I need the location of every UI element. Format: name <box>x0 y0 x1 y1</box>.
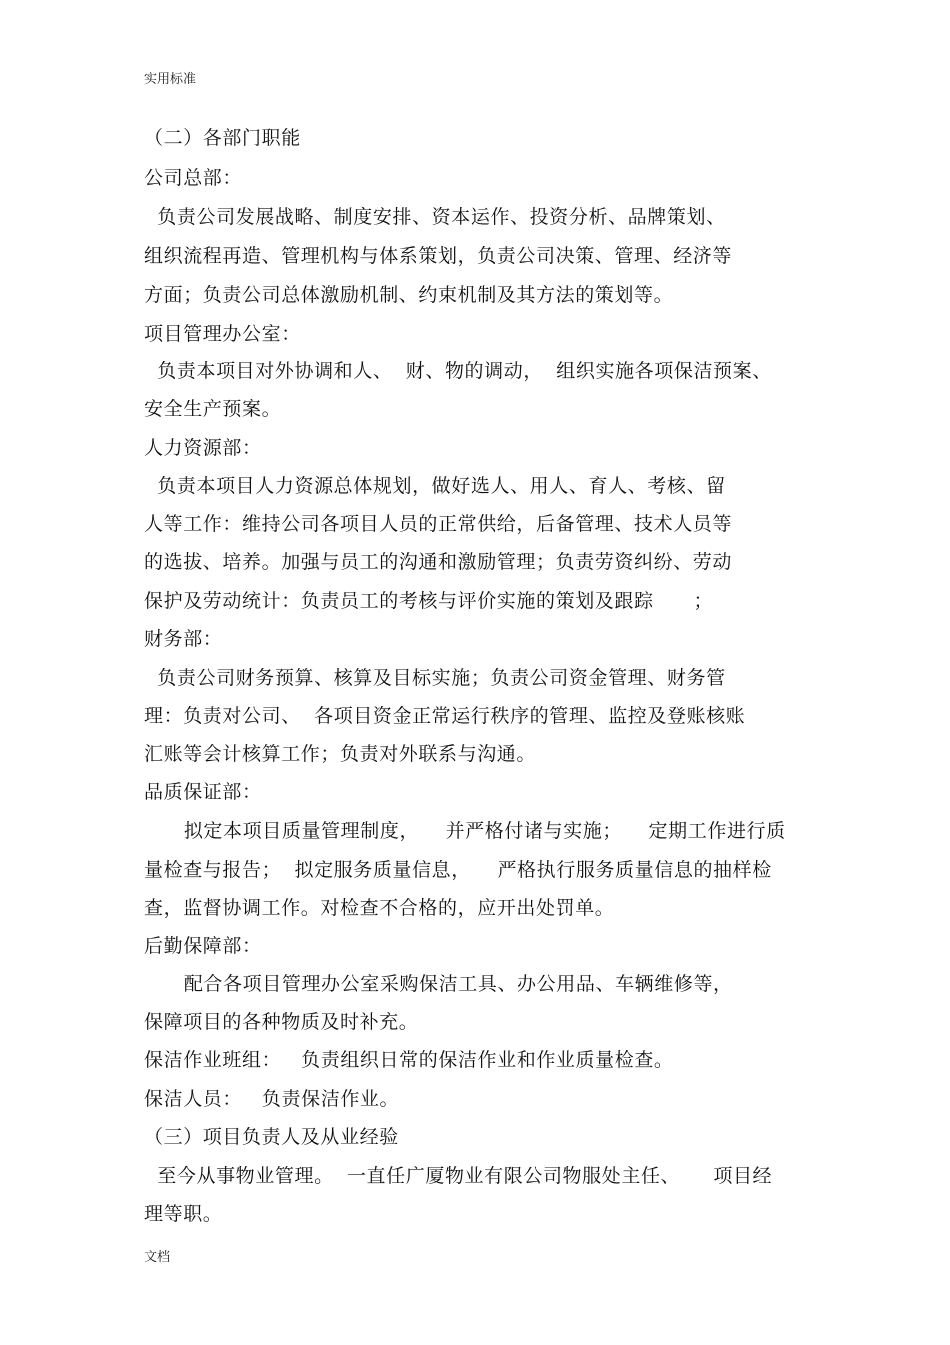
dept-title-quality: 品质保证部： <box>144 781 262 803</box>
paragraph-line: 查，监督协调工作。对检查不合格的，应开出处罚单。 <box>144 897 615 919</box>
dept-title-project-office: 项目管理办公室： <box>144 323 301 345</box>
paragraph-line: 方面；负责公司总体激励机制、约束机制及其方法的策划等。 <box>144 284 674 306</box>
paragraph-line: 配合各项目管理办公室采购保洁工具、办公用品、车辆维修等， <box>144 973 733 995</box>
paragraph-line: 保障项目的各种物质及时补充。 <box>144 1011 419 1033</box>
paragraph-line: 负责本项目对外协调和人、 财、物的调动， 组织实施各项保洁预案、 <box>144 360 772 382</box>
paragraph-line: 负责公司财务预算、核算及目标实施；负责公司资金管理、财务管 <box>144 667 726 689</box>
dept-line-cleaning-team: 保洁作业班组： 负责组织日常的保洁作业和作业质量检查。 <box>144 1049 674 1071</box>
paragraph-line: 保护及劳动统计：负责员工的考核与评价实施的策划及跟踪 ； <box>144 590 714 612</box>
paragraph-line: 安全生产预案。 <box>144 398 282 420</box>
dept-title-headquarters: 公司总部： <box>144 167 243 189</box>
paragraph-line: 负责本项目人力资源总体规划，做好选人、用人、育人、考核、留 <box>144 475 726 497</box>
paragraph-line: 量检查与报告； 拟定服务质量信息， 严格执行服务质量信息的抽样检 <box>144 859 772 881</box>
paragraph-line: 理等职。 <box>144 1203 223 1225</box>
page-footer: 文档 <box>144 1250 171 1265</box>
section-heading-project-lead: （三）项目负责人及从业经验 <box>144 1126 399 1148</box>
dept-title-finance: 财务部： <box>144 628 223 650</box>
dept-line-cleaning-staff: 保洁人员： 负责保洁作业。 <box>144 1088 400 1110</box>
paragraph-line: 人等工作：维持公司各项目人员的正常供给，后备管理、技术人员等 <box>144 513 733 535</box>
dept-title-logistics: 后勤保障部： <box>144 935 262 957</box>
dept-title-hr: 人力资源部： <box>144 437 262 459</box>
paragraph-line: 至今从事物业管理。 一直任广厦物业有限公司物服处主任、 项目经 <box>144 1165 773 1187</box>
paragraph-line: 拟定本项目质量管理制度， 并严格付诸与实施； 定期工作进行质 <box>144 820 786 842</box>
paragraph-line: 组织流程再造、管理机构与体系策划，负责公司决策、管理、经济等 <box>144 245 733 267</box>
paragraph-line: 汇账等会计核算工作；负责对外联系与沟通。 <box>144 743 537 765</box>
paragraph-line: 负责公司发展战略、制度安排、资本运作、投资分析、品牌策划、 <box>144 206 726 228</box>
section-heading-departments: （二）各部门职能 <box>144 127 301 149</box>
page-header: 实用标准 <box>144 72 197 87</box>
paragraph-line: 的选拔、培养。加强与员工的沟通和激励管理；负责劳资纠纷、劳动 <box>144 551 733 573</box>
paragraph-line: 理：负责对公司、 各项目资金正常运行秩序的管理、监控及登账核账 <box>144 705 746 727</box>
